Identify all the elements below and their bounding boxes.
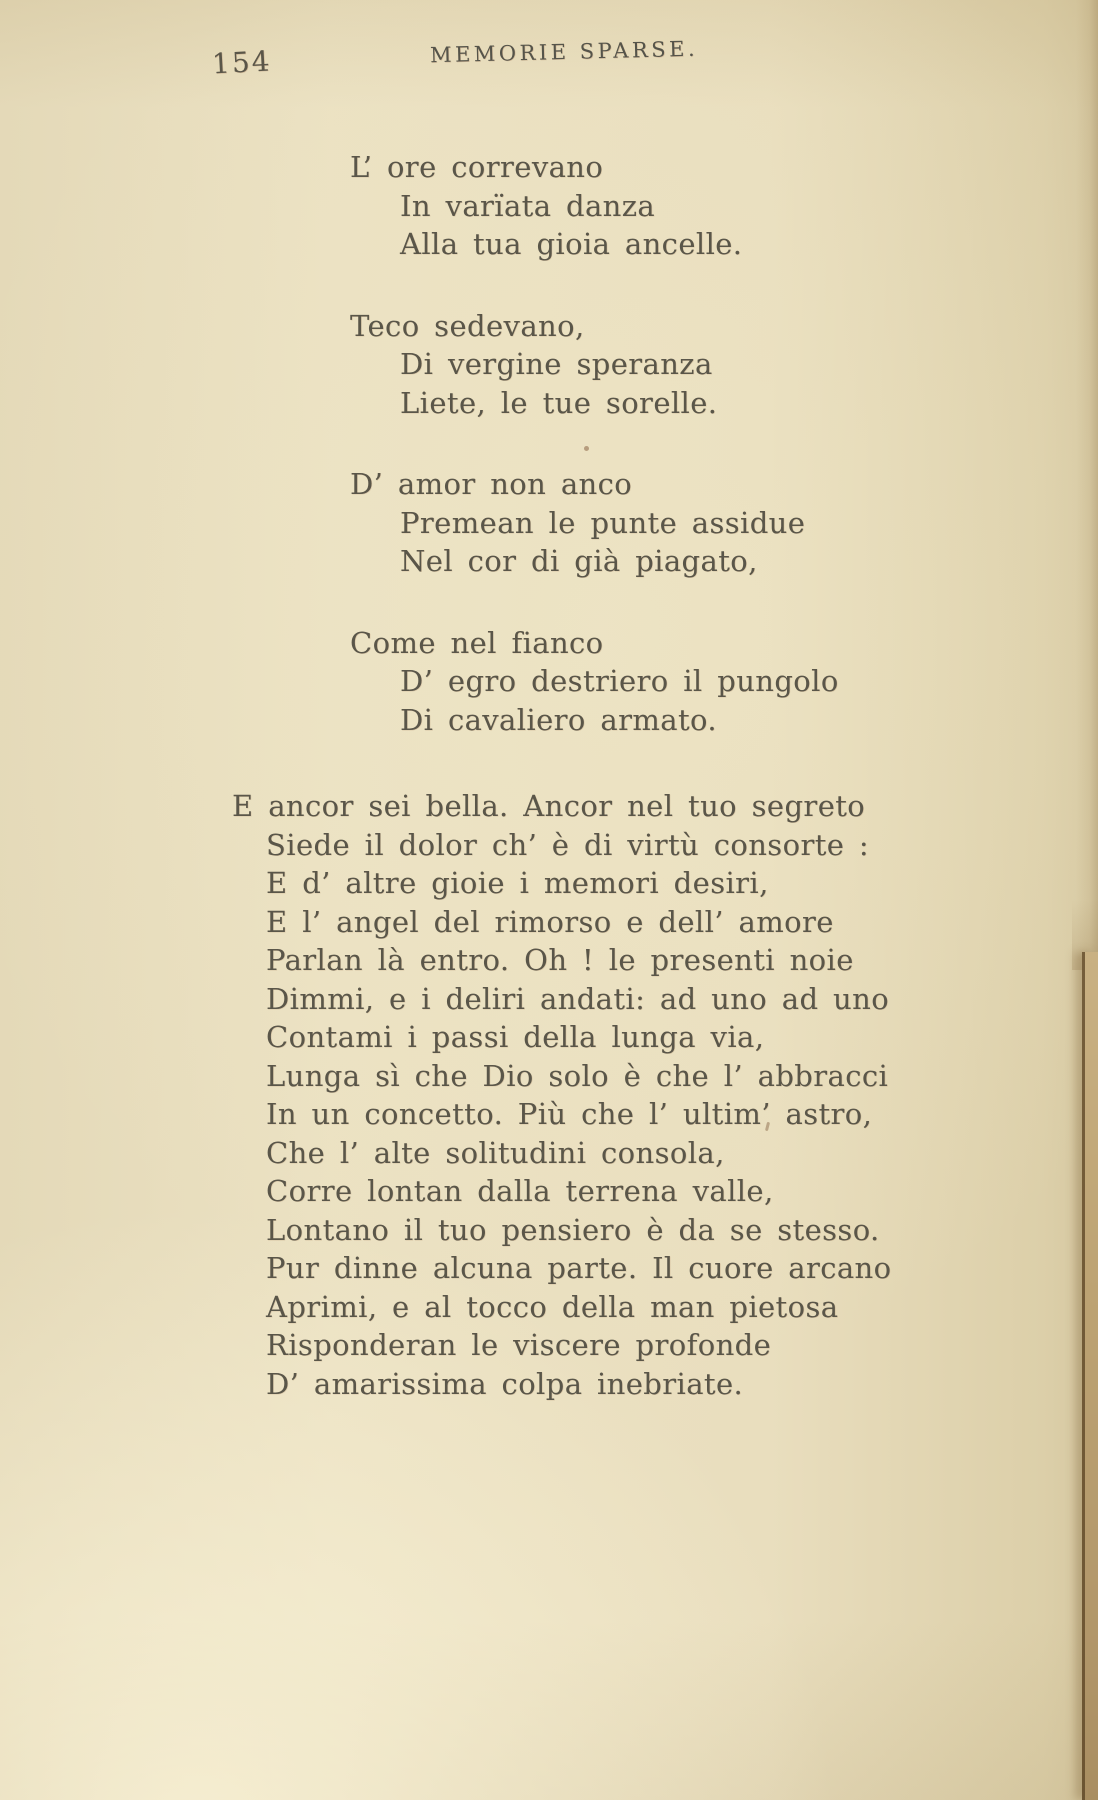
stanza-1 [0, 148, 1098, 264]
paper-speck [584, 446, 589, 451]
stanza-2 [0, 307, 1098, 423]
poem-line: Di cavaliero armato. [400, 702, 717, 737]
stanza-4 [0, 624, 1098, 740]
poem-line: Dimmi, e i deliri andati: ad uno ad uno [266, 981, 890, 1016]
poem-line: E d’ altre gioie i memori desiri, [266, 866, 769, 900]
poem-line: D’ amarissima colpa inebriate. [266, 1366, 744, 1401]
poem-line: Alla tua gioia ancelle. [400, 227, 743, 261]
stanza-3 [0, 465, 1098, 581]
stanza-5 [0, 787, 1098, 1403]
poem-line: L’ ore correvano [350, 150, 604, 184]
poem-line: Nel cor di già piagato, [400, 544, 758, 578]
book-fore-edge [1082, 952, 1098, 1800]
poem-line: E l’ angel del rimorso e dell’ amore [266, 904, 834, 939]
poem-line: E ancor sei bella. Ancor nel tuo segreto [232, 789, 866, 823]
poem-line: In varïata danza [400, 188, 656, 223]
poem-line: Premean le punte assidue [400, 505, 806, 540]
poem-line: Liete, le tue sorelle. [400, 385, 718, 420]
poem-line: Che l’ alte solitudini consola, [266, 1135, 725, 1170]
poem-line: Come nel fianco [350, 625, 604, 660]
poem-line: Contami i passi della lunga via, [266, 1020, 765, 1054]
poem-line: Corre lontan dalla terrena valle, [266, 1174, 774, 1208]
running-title: MEMORIE SPARSE. [429, 36, 699, 68]
poem-line: Lontano il tuo pensiero è da se stesso. [266, 1212, 880, 1247]
book-fore-edge-shadow [1076, 0, 1098, 960]
poem-line: In un concetto. Più che l’ ultim’ astro, [266, 1097, 873, 1131]
poem-line: Lunga sì che Dio solo è che l’ abbracci [266, 1058, 889, 1093]
poem-line: D’ egro destriero il pungolo [400, 664, 839, 698]
poem-line: Pur dinne alcuna parte. Il cuore arcano [266, 1251, 892, 1285]
poem-line: D’ amor non anco [350, 467, 633, 501]
poem-line: Siede il dolor ch’ è di virtù consorte : [266, 827, 870, 862]
poem-line: Di vergine speranza [400, 347, 713, 381]
poem-line: Parlan là entro. Oh ! le presenti noie [266, 943, 854, 977]
poem-line: Aprimi, e al tocco della man pietosa [266, 1289, 839, 1324]
poem-body [0, 148, 1098, 1446]
page-number: 154 [211, 44, 273, 81]
poem-line: Risponderan le viscere profonde [266, 1328, 772, 1362]
poem-line: Teco sedevano, [350, 308, 585, 343]
